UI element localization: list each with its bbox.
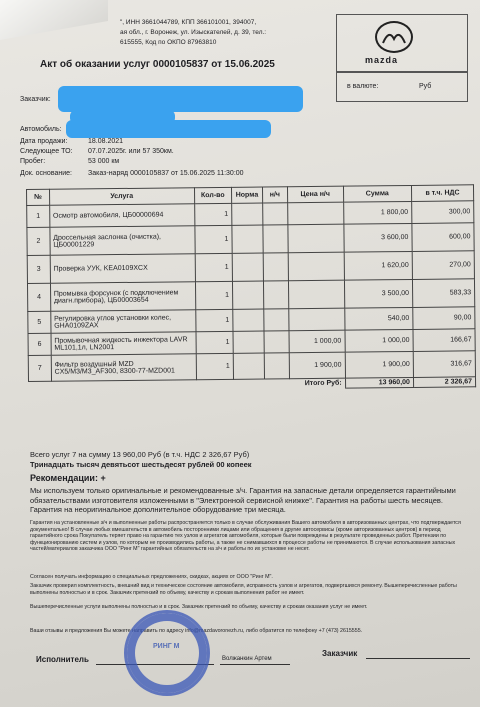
row-vat: 300,00 — [412, 201, 474, 224]
service-name: Фильтр воздушный MZD CX5/M3/M3_AF300, 8300-77-MZD001 — [51, 354, 196, 382]
org-line-1: ", ИНН 3661044789, КПП 366101001, 394007, — [120, 19, 257, 26]
customer-signature-line — [366, 658, 470, 659]
row-number: 6 — [28, 333, 51, 355]
hours — [263, 253, 288, 281]
row-number: 5 — [28, 311, 51, 333]
car-label: Автомобиль: — [20, 126, 62, 133]
logo-box — [336, 14, 468, 72]
col-header: Сумма — [343, 185, 411, 202]
col-header: Кол-во — [194, 187, 231, 203]
row-number: 1 — [27, 205, 50, 227]
quantity: 1 — [196, 353, 234, 379]
row-sum: 540,00 — [344, 307, 413, 330]
total-sum: 13 960,00 — [345, 377, 413, 388]
norm — [232, 281, 263, 309]
sale-date-label: Дата продажи: — [20, 138, 68, 145]
services-count-line: Всего услуг 7 на сумму 13 960,00 Руб (в т.ч. НДС 2 326,67 Руб) — [30, 450, 250, 459]
service-name: Осмотр автомобиля, ЦБ00000694 — [49, 204, 194, 228]
fine-print-3: Заказчик проверил комплектность, внешний вид и техническое состояние автомобиля, исправность узлов и агрегатов, подвергшихся ремонту. Вышеперечисленные работы выполнены полностью и в срок. Заказчик претензий по объему, качеству и срокам выполнения работ не имеет. — [30, 583, 457, 596]
norm — [233, 309, 264, 331]
row-sum: 3 600,00 — [343, 223, 412, 252]
quantity: 1 — [195, 281, 233, 309]
row-sum: 3 500,00 — [344, 279, 413, 308]
row-vat: 270,00 — [412, 251, 474, 280]
hours — [263, 281, 288, 309]
row-sum: 1 620,00 — [344, 251, 413, 280]
mileage-value: 53 000 км — [88, 158, 120, 165]
executor-label: Исполнитель — [36, 655, 89, 664]
currency-value: Руб — [419, 83, 432, 90]
row-vat: 583,33 — [412, 279, 474, 308]
col-header: Услуга — [49, 188, 194, 206]
price-per-hour: 1 900,00 — [289, 352, 345, 379]
currency-label: в валюте: — [347, 83, 379, 90]
redacted-car — [66, 120, 271, 138]
row-number: 2 — [27, 227, 50, 255]
row-vat: 316,67 — [413, 351, 475, 378]
row-sum: 1 000,00 — [345, 329, 414, 352]
sale-date-value: 18.08.2021 — [88, 138, 124, 145]
price-per-hour — [288, 224, 344, 253]
fine-print-5: Ваши отзывы и предложения Вы можете направить по адресу info@mazdavoronezh.ru, либо обратится по телефону +7 (473) 2615555. — [30, 628, 363, 634]
hours — [263, 203, 288, 225]
mazda-logo-icon — [375, 21, 413, 53]
service-name: Проверка УУК, KEA0109XCX — [50, 254, 195, 284]
stamp-text: РИНГ М — [153, 643, 180, 650]
executor-name-line — [220, 664, 290, 665]
price-per-hour — [288, 280, 344, 309]
fine-print-4: Вышеперечисленные услуги выполнены полностью и в срок. Заказчик претензий по объему, качеству и срокам оказания услуг не имеет. — [30, 604, 368, 610]
hours — [264, 331, 289, 353]
amount-in-words: Тринадцать тысяч девятьсот шестьдесят рублей 00 копеек — [30, 460, 252, 469]
norm — [232, 225, 263, 253]
fine-print-1: Гарантия на установленные з/ч и выполненные работы распространяется только в случае обслуживания Вашего автомобиля в авторизованных центрах, что подтверждается документально! В случае любых вмешательств в автомобиль посторонними лицами или обращения в другие автосервисы (кроме авторизованных центров) в период гарантийного срока Покупатель теряет право на гарантию тех узлов и агрегатов автомобиля, которые были повреждены в результате проведенных работ. Претензии по функционированию систем и узлов, по которым не производились работы, а также не снимавшихся в процессе работы не принимаются. В случае использования запасных частей/материалов заказчика ООО "Ринг М" гарантийных обязательств на з/ч и работы по их установке не несет. — [30, 520, 461, 553]
fine-print-2: Согласен получать информацию о специальных предложениях, скидках, акциях от ООО "Ринг М". — [30, 574, 273, 580]
customer-sign-label: Заказчик — [322, 649, 358, 658]
row-number: 7 — [28, 355, 51, 381]
company-stamp — [124, 610, 210, 696]
row-vat: 600,00 — [412, 223, 474, 252]
mileage-label: Пробег: — [20, 158, 46, 165]
basis-label: Док. основание: — [20, 170, 72, 177]
quantity: 1 — [195, 225, 233, 253]
row-number: 3 — [27, 255, 50, 283]
quantity: 1 — [194, 203, 231, 225]
norm — [233, 331, 264, 353]
row-sum: 1 800,00 — [343, 201, 412, 224]
customer-label: Заказчик: — [20, 96, 51, 103]
row-sum: 1 900,00 — [345, 351, 414, 378]
col-header: Норма — [231, 187, 262, 203]
executor-name: Волжанкин Артем — [222, 656, 272, 662]
document-title: Акт об оказании услуг 0000105837 от 15.06.2025 — [40, 59, 275, 70]
col-header: в т.ч. НДС — [411, 185, 473, 202]
total-vat: 2 326,67 — [413, 377, 475, 388]
service-name: Промывочная жидкость инжектора LAVR ML101,1л, LN2001 — [51, 332, 196, 356]
col-header: Цена н/ч — [287, 186, 343, 203]
row-vat: 90,00 — [413, 307, 475, 330]
norm — [233, 353, 264, 379]
redacted-customer — [58, 86, 303, 112]
guarantee-text: Мы используем только оригинальные и рекомендованные з/ч. Гарантия на запасные детали определяется гарантийными обязательствами изготовителя изложенными в "Электронной сервисной книжке". Гарантия на работы шесть месяцев. Гарантия на неоригинальное дополнительное оборудование три месяца. — [30, 486, 456, 514]
price-per-hour — [287, 202, 343, 225]
row-vat: 166,67 — [413, 329, 475, 352]
service-name: Дроссельная заслонка (очистка), ЦБ00001229 — [50, 226, 195, 256]
folded-corner — [0, 0, 108, 40]
org-line-2: ая обл., г. Воронеж, ул. Изыскателей, д. 39, тел.: — [120, 29, 267, 36]
recommendations: Рекомендации: + — [30, 473, 106, 483]
price-per-hour: 1 000,00 — [289, 330, 345, 353]
org-line-3: 615555, Код по ОКПО 87963810 — [120, 39, 217, 46]
col-header: н/ч — [262, 187, 287, 203]
price-per-hour — [288, 308, 344, 331]
quantity: 1 — [195, 309, 232, 331]
hours — [263, 225, 288, 253]
row-number: 4 — [27, 283, 50, 311]
next-to-value: 07.07.2025г. или 57 350км. — [88, 148, 174, 155]
quantity: 1 — [196, 331, 233, 353]
price-per-hour — [288, 252, 344, 281]
service-name: Регулировка углов установки колес, GHA0109ZAX — [51, 310, 196, 334]
col-header: № — [27, 189, 50, 205]
hours — [264, 353, 289, 379]
quantity: 1 — [195, 253, 233, 281]
norm — [232, 253, 263, 281]
currency-box — [336, 72, 468, 102]
next-to-label: Следующее ТО: — [20, 148, 73, 155]
service-name: Промывка форсунок (с подключением диагн.прибора), ЦБ00003654 — [50, 282, 195, 312]
total-label: Итого Руб: — [29, 378, 346, 391]
basis-value: Заказ-наряд 0000105837 от 15.06.2025 11:30:00 — [88, 170, 244, 177]
brand-name: mazda — [365, 55, 399, 65]
services-table — [26, 184, 476, 392]
hours — [264, 309, 289, 331]
norm — [232, 203, 263, 225]
